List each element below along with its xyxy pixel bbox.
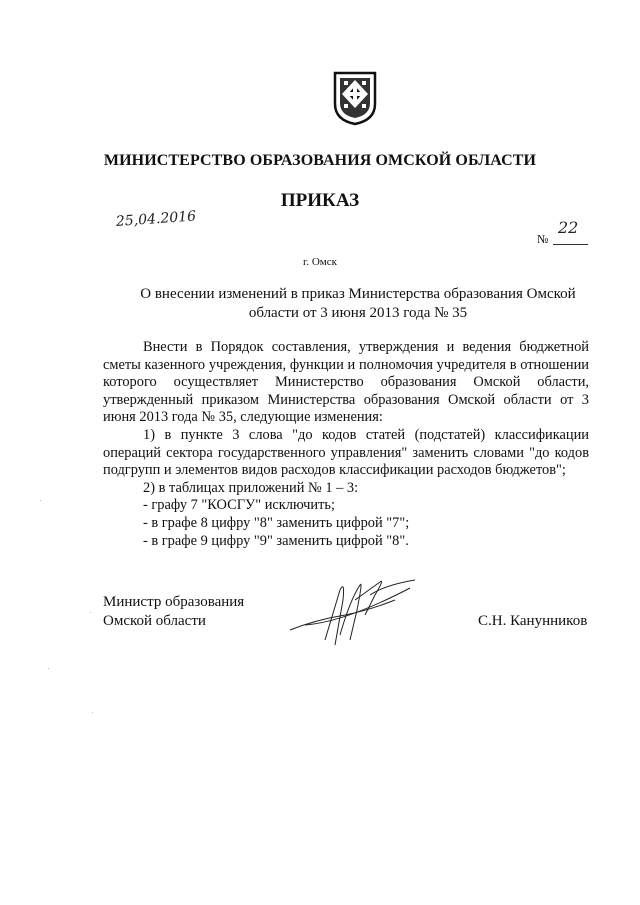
- amendment-item-1: 1) в пункте 3 слова "до кодов статей (подстатей) классификации операций сектора государственного управления" заменить словами "до кодов подгрупп и элементов видов расходов классификации расходов бюджетов";: [103, 426, 589, 479]
- subject-line-1: О внесении изменений в приказ Министерства образования Омской: [140, 286, 576, 302]
- scan-speck: [90, 612, 91, 613]
- subject-line-2: области от 3 июня 2013 года № 35: [248, 305, 468, 321]
- amendment-dash-1: - графу 7 "КОСГУ" исключить;: [143, 497, 335, 514]
- city: г. Омск: [303, 256, 337, 268]
- handwritten-order-number: 22: [558, 218, 579, 237]
- ministry-name: МИНИСТЕРСТВО ОБРАЗОВАНИЯ ОМСКОЙ ОБЛАСТИ: [103, 152, 537, 169]
- document-title: ПРИКАЗ: [280, 190, 360, 211]
- intro-paragraph: Внести в Порядок составления, утверждения и ведения бюджетной сметы казенного учреждения, функции и полномочия учредителя в отношении которого осуществляет Министерство образования Омской области, утвержденный приказом Министерства образования Омской области от 3 июня 2013 года № 35, следующие изменения:: [103, 339, 589, 426]
- order-number-label: №: [537, 232, 549, 246]
- scan-speck: [92, 712, 93, 713]
- amendment-item-2: 2) в таблицах приложений № 1 – 3:: [143, 479, 359, 496]
- signer-position-line-2: Омской области: [103, 613, 206, 629]
- signer-name: С.Н. Канунников: [478, 613, 588, 629]
- signer-position: [103, 593, 244, 631]
- order-number-underline: [553, 244, 588, 245]
- scan-speck: [40, 500, 41, 501]
- coat-of-arms-emblem: [331, 70, 379, 126]
- document-subject: [140, 285, 576, 323]
- handwritten-signature: [285, 570, 420, 650]
- signer-position-line-1: Министр образования: [103, 594, 245, 610]
- handwritten-date: 25,04.2016: [115, 208, 197, 230]
- amendment-dash-3: - в графе 9 цифру "9" заменить цифрой "8".: [143, 532, 409, 549]
- amendment-dash-2: - в графе 8 цифру "8" заменить цифрой "7";: [143, 514, 410, 531]
- document-body: [103, 339, 589, 550]
- scan-speck: [48, 668, 49, 669]
